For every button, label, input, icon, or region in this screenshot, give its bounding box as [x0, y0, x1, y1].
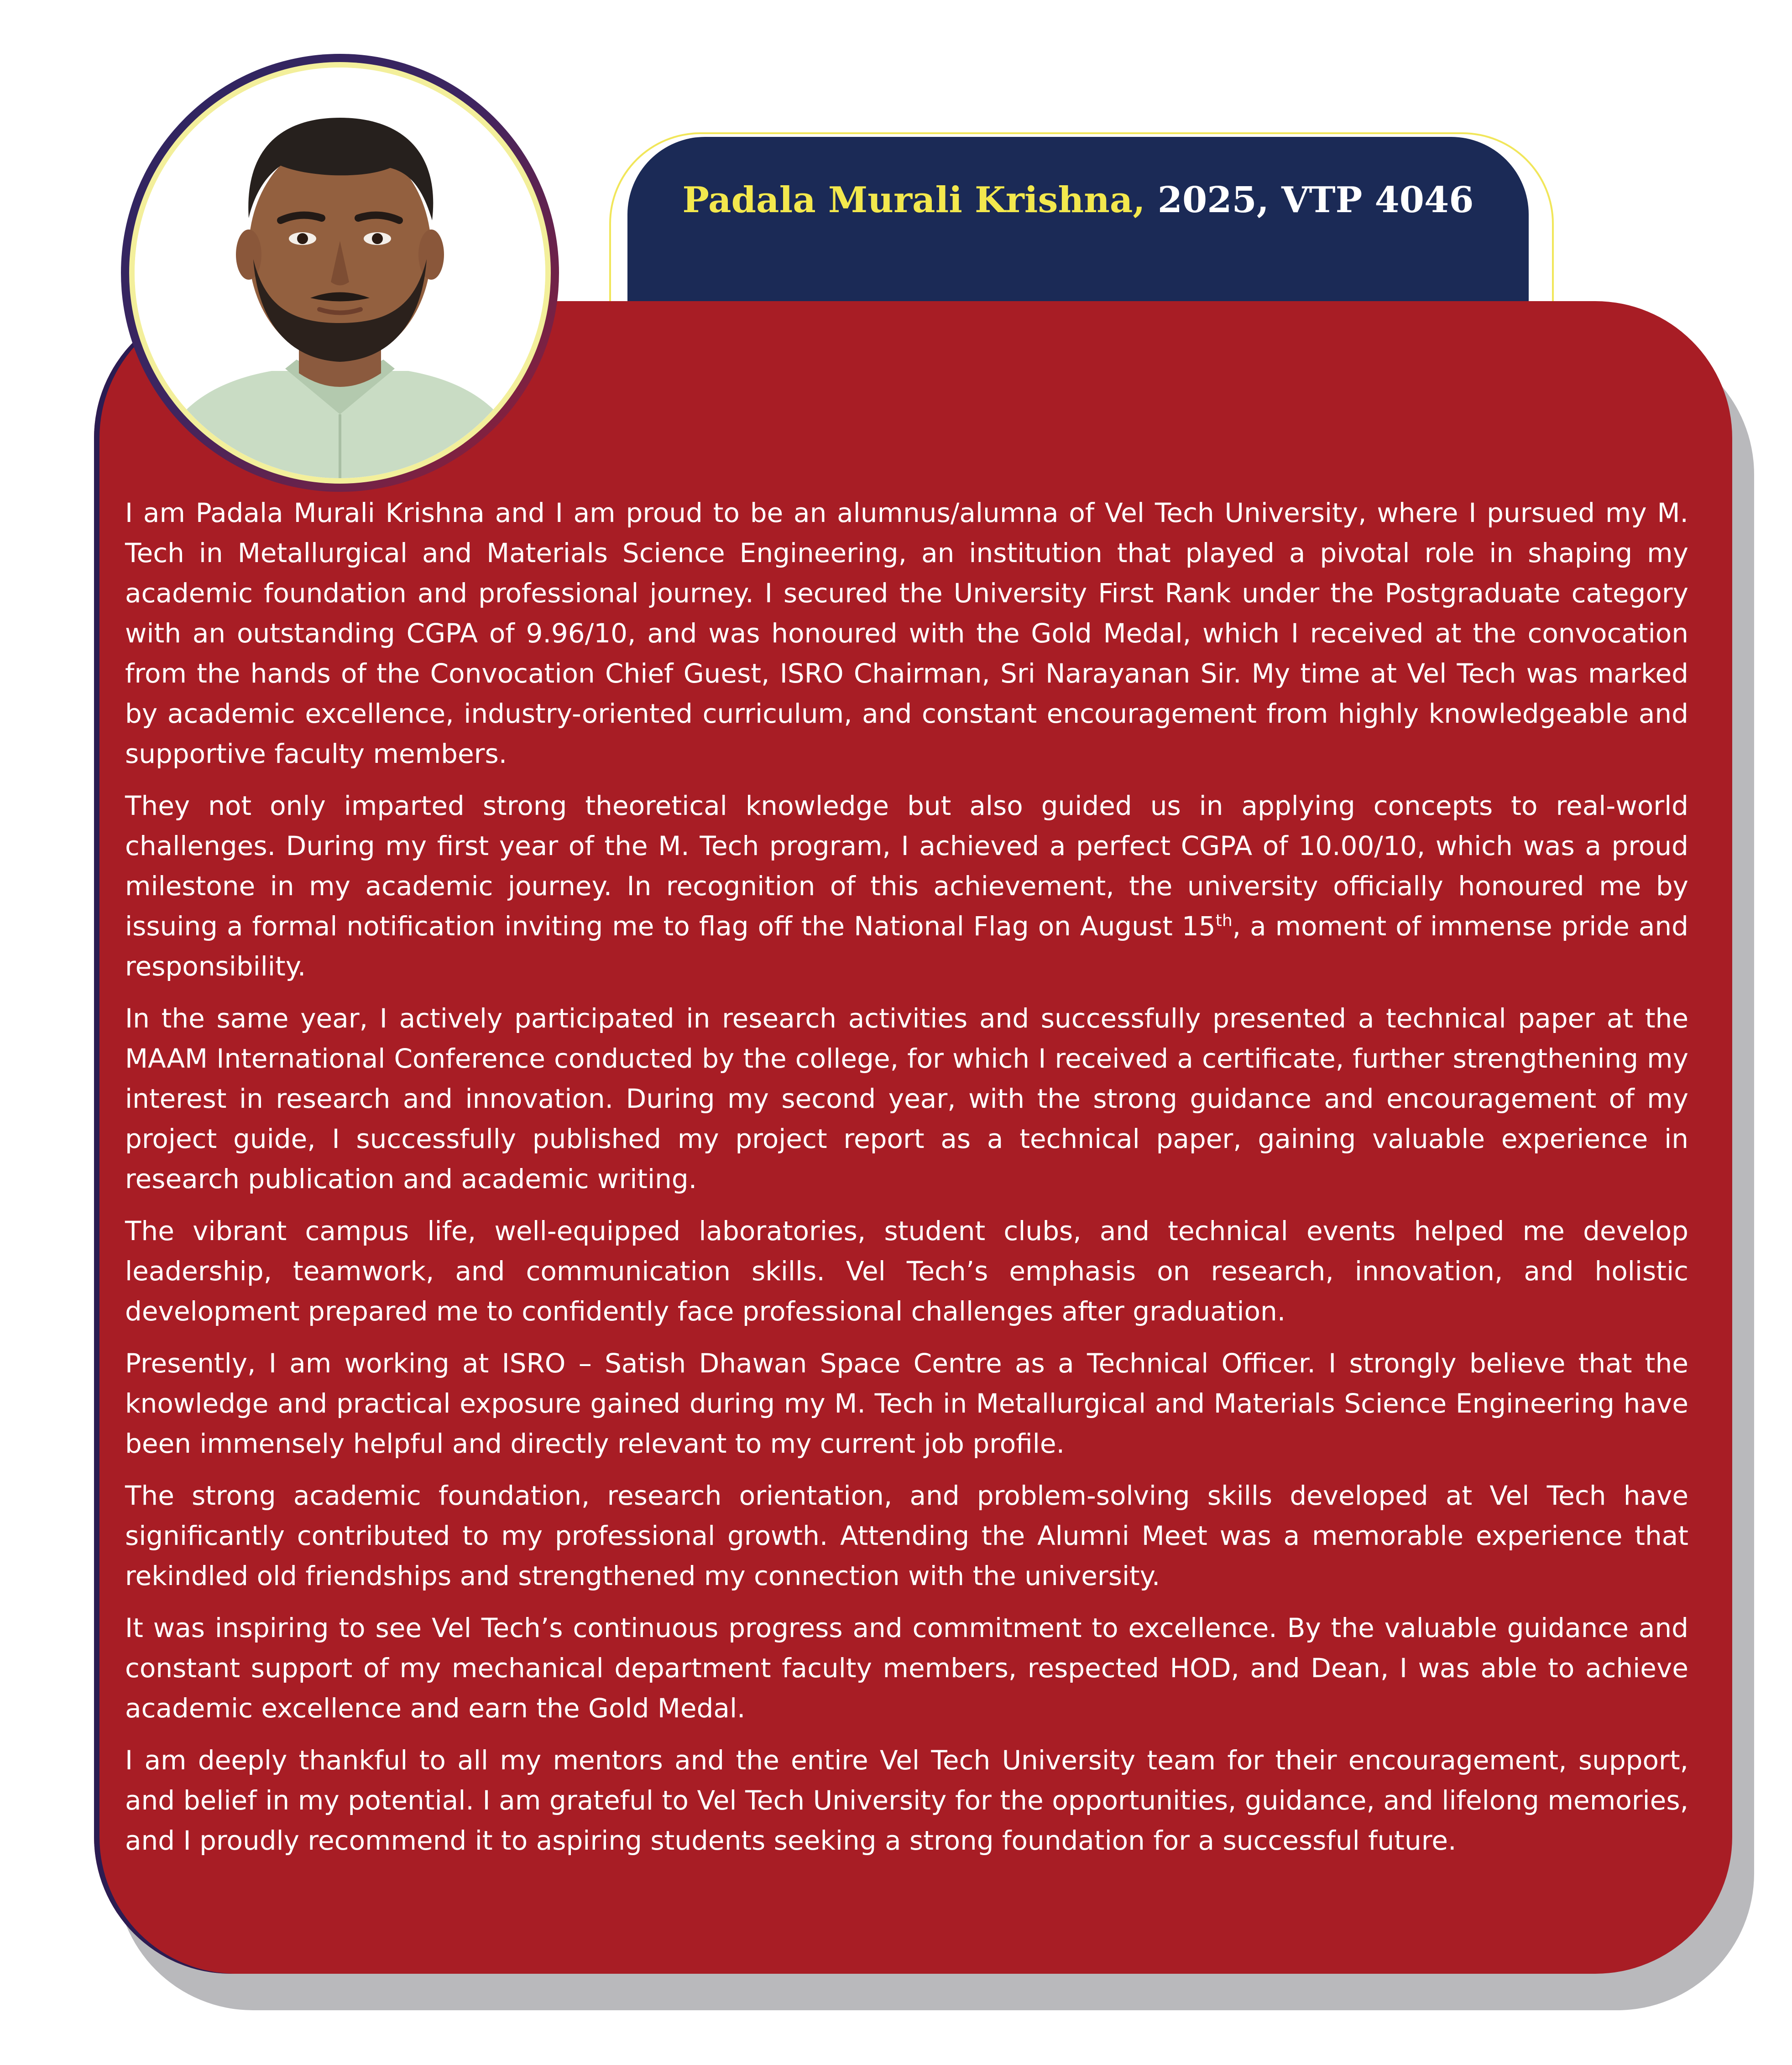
- paragraph-7: It was inspiring to see Vel Tech’s continuous progress and commitment to excellence. By the valuable guidance and constant support of my mechanical department faculty members, respected HOD, and Dean, I was able to achieve academic excellence and earn the Gold Medal.: [125, 1612, 1688, 1724]
- paragraph-2-start: They not only imparted strong theoretical knowledge but also guided us in applying concepts to real-world challenges. During my first year of the M. Tech program, I achieved a perfect CGPA of 10.00/10, which was a proud milestone in my academic journey. In recognition of this achievement, the university officially honoured me by issuing a formal notification inviting me to flag off the National Flag on August 15: [125, 790, 1688, 942]
- paragraph-4: The vibrant campus life, well-equipped laboratories, student clubs, and technical events helped me develop leadership, teamwork, and communication skills. Vel Tech’s emphasis on research, innovation, and holistic development prepared me to confidently face professional challenges after graduation.: [125, 1215, 1688, 1327]
- paragraph-1: I am Padala Murali Krishna and I am proud to be an alumnus/alumna of Vel Tech University, where I pursued my M. Tech in Metallurgical and Materials Science Engineering, an institution that played a pivotal role in shaping my academic foundation and professional journey. I secured the University First Rank under the Postgraduate category with an outstanding CGPA of 9.96/10, and was honoured with the Gold Medal, which I received at the convocation from the hands of the Convocation Chief Guest, ISRO Chairman, Sri Narayanan Sir. My time at Vel Tech was marked by academic excellence, industry-oriented curriculum, and constant encouragement from highly knowledgeable and supportive faculty members.: [125, 497, 1688, 769]
- paragraph-3: In the same year, I actively participated in research activities and successfully presented a technical paper at the MAAM International Conference conducted by the college, for which I received a certificate, further strengthening my interest in research and innovation. During my second year, with the strong guidance and encouragement of my project guide, I successfully published my project report as a technical paper, gaining valuable experience in research publication and academic writing.: [125, 1003, 1688, 1194]
- paragraph-2: [125, 786, 1688, 986]
- paragraph-6: The strong academic foundation, research orientation, and problem-solving skills developed at Vel Tech have significantly contributed to my professional growth. Attending the Alumni Meet was a memorable experience that rekindled old friendships and strengthened my connection with the university.: [125, 1480, 1688, 1591]
- ordinal-superscript: th: [1215, 911, 1233, 930]
- paragraph-5: Presently, I am working at ISRO – Satish Dhawan Space Centre as a Technical Officer. I strongly believe that the knowledge and practical exposure gained during my M. Tech in Metallurgical and Materials Science Engineering have been immensely helpful and directly relevant to my current job profile.: [125, 1348, 1688, 1459]
- header-title: [627, 179, 1529, 222]
- alumnus-details: 2025, VTP 4046: [1145, 179, 1474, 221]
- paragraph-8: I am deeply thankful to all my mentors and the entire Vel Tech University team for their encouragement, support, and belief in my potential. I am grateful to Vel Tech University for the opportunities, guidance, and lifelong memories, and I proudly recommend it to aspiring students seeking a strong foundation for a successful future.: [125, 1745, 1688, 1856]
- portrait-photo: [135, 68, 545, 478]
- photo-frame: [129, 62, 551, 484]
- header-banner: [627, 137, 1529, 310]
- alumnus-name: Padala Murali Krishna,: [682, 179, 1145, 221]
- testimonial-text: [125, 493, 1688, 1872]
- portrait-illustration: [135, 68, 545, 478]
- paragraph-2-end: , a moment of immense pride and responsibility.: [125, 911, 1688, 982]
